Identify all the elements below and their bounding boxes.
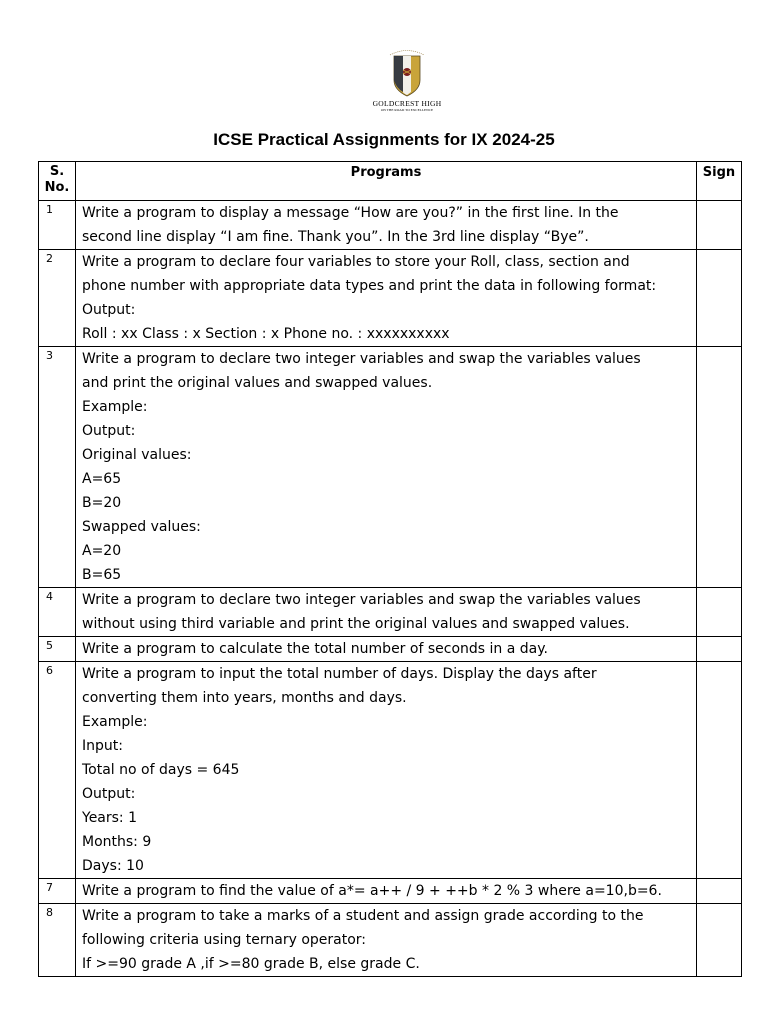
program-description: [76, 662, 697, 879]
sign-cell: [697, 904, 742, 977]
program-line: If >=90 grade A ,if >=80 grade B, else grade C.: [82, 956, 420, 972]
program-line: Original values:: [82, 447, 192, 463]
program-description: [76, 201, 697, 250]
row-number: 2: [39, 250, 76, 347]
row-number: 1: [39, 201, 76, 250]
sign-cell: [697, 201, 742, 250]
program-line: Input:: [82, 738, 123, 754]
table-header-row: [39, 162, 742, 201]
program-line: converting them into years, months and days.: [82, 690, 407, 706]
school-crest-icon: [372, 46, 442, 98]
program-line: A=65: [82, 471, 122, 487]
table-row: [39, 347, 742, 588]
program-description: [76, 347, 697, 588]
row-number: 3: [39, 347, 76, 588]
program-line: Write a program to declare two integer variables and swap the variables values: [82, 351, 641, 367]
assignments-table: [38, 161, 742, 977]
program-description: [76, 637, 697, 662]
program-line: A=20: [82, 543, 122, 559]
row-number: 5: [39, 637, 76, 662]
sno-header: S. No.: [39, 162, 76, 201]
program-description: [76, 250, 697, 347]
table-row: [39, 588, 742, 637]
school-logo: [372, 46, 442, 118]
program-line: Example:: [82, 399, 148, 415]
page-title: ICSE Practical Assignments for IX 2024-25: [213, 130, 555, 149]
program-line: and print the original values and swapped values.: [82, 375, 433, 391]
program-line: Output:: [82, 423, 136, 439]
program-line: Write a program to input the total number of days. Display the days after: [82, 666, 597, 682]
sign-cell: [697, 588, 742, 637]
program-line: Swapped values:: [82, 519, 201, 535]
table-row: [39, 201, 742, 250]
program-line: B=65: [82, 567, 122, 583]
program-line: Write a program to declare two integer variables and swap the variables values: [82, 592, 641, 608]
program-line: without using third variable and print the original values and swapped values.: [82, 616, 630, 632]
program-line: phone number with appropriate data types and print the data in following format:: [82, 278, 657, 294]
program-description: [76, 879, 697, 904]
row-number: 8: [39, 904, 76, 977]
programs-header: Programs: [76, 162, 697, 201]
program-description: [76, 904, 697, 977]
program-line: Days: 10: [82, 858, 144, 874]
program-line: Write a program to display a message “How are you?” in the first line. In the: [82, 205, 619, 221]
sign-cell: [697, 347, 742, 588]
row-number: 7: [39, 879, 76, 904]
sign-cell: [697, 250, 742, 347]
table-row: [39, 662, 742, 879]
sign-header: Sign: [697, 162, 742, 201]
table-row: [39, 637, 742, 662]
program-line: Output:: [82, 302, 136, 318]
sign-cell: [697, 879, 742, 904]
program-line: Roll : xx Class : x Section : x Phone no. : xxxxxxxxxx: [82, 326, 450, 342]
program-description: [76, 588, 697, 637]
sign-cell: [697, 662, 742, 879]
program-line: following criteria using ternary operator:: [82, 932, 367, 948]
program-line: Example:: [82, 714, 148, 730]
program-line: Write a program to calculate the total number of seconds in a day.: [82, 641, 548, 657]
row-number: 4: [39, 588, 76, 637]
program-line: Output:: [82, 786, 136, 802]
school-name: GOLDCREST HIGH: [372, 99, 442, 108]
table-row: [39, 904, 742, 977]
program-line: Write a program to take a marks of a student and assign grade according to the: [82, 908, 644, 924]
program-line: Months: 9: [82, 834, 152, 850]
program-line: second line display “I am fine. Thank you”. In the 3rd line display “Bye”.: [82, 229, 589, 245]
table-row: [39, 879, 742, 904]
program-line: Total no of days = 645: [82, 762, 240, 778]
table-row: [39, 250, 742, 347]
sign-cell: [697, 637, 742, 662]
program-line: Write a program to find the value of a*= a++ / 9 + ++b * 2 % 3 where a=10,b=6.: [82, 883, 662, 899]
school-tagline: ON THE ROAD TO EXCELLENCE: [380, 108, 434, 112]
program-line: B=20: [82, 495, 122, 511]
row-number: 6: [39, 662, 76, 879]
program-line: Years: 1: [82, 810, 138, 826]
program-line: Write a program to declare four variables to store your Roll, class, section and: [82, 254, 630, 270]
